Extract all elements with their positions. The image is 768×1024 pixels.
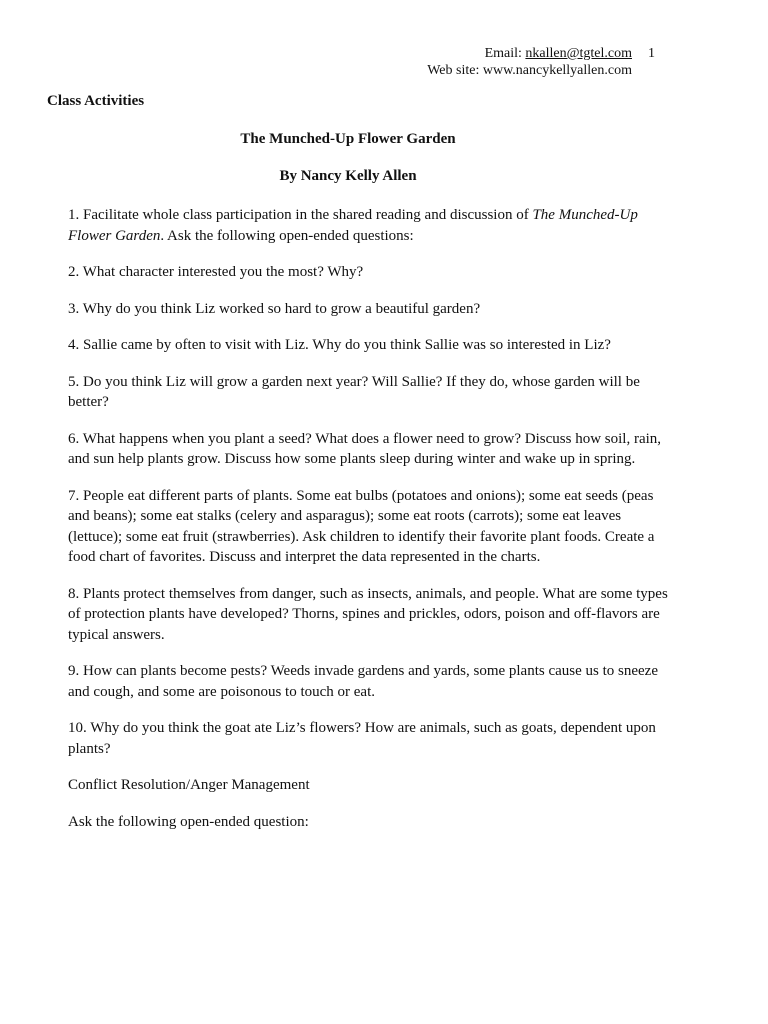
activity-item-10: 10. Why do you think the goat ate Liz’s flowers? How are animals, such as goats, dependent upon plants? (68, 720, 656, 757)
activity-item-9: 9. How can plants become pests? Weeds invade gardens and yards, some plants cause us to sneeze and cough, and some are poisonous to touch or eat. (68, 663, 659, 700)
activity-item-4: 4. Sallie came by often to visit with Liz. Why do you think Sallie was so interested in Liz? (68, 337, 611, 353)
document-author: By Nancy Kelly Allen (279, 168, 417, 184)
page-number: 1 (648, 46, 655, 61)
email-link[interactable]: nkallen@tgtel.com (525, 46, 632, 61)
email-label: Email: (484, 46, 526, 61)
activity-item-6: 6. What happens when you plant a seed? What does a flower need to grow? Discuss how soil, rain, and sun help plants grow. Discuss how some plants sleep during winter and wake up in spring. (68, 430, 662, 467)
document-title: The Munched-Up Flower Garden (240, 131, 456, 147)
activity-item-1-suffix: . Ask the following open-ended questions: (160, 227, 414, 244)
activity-item-7: 7. People eat different parts of plants. Some eat bulbs (potatoes and onions); some eat seeds (peas and beans); some eat stalks (celery and asparagus); some eat roots (carrots); some eat leaves (lettuce); some eat fruit (strawberries). Ask children to identify their favorite plant foods. Create a food chart of favorites. Discuss and interpret the data represented in the charts. (68, 487, 655, 565)
activity-item-5: 5. Do you think Liz will grow a garden next year? Will Sallie? If they do, whose garden will be better? (68, 373, 640, 410)
activity-item-2: 2. What character interested you the most? Why? (68, 264, 364, 280)
website-line (427, 62, 632, 79)
activity-item-8: 8. Plants protect themselves from danger, such as insects, animals, and people. What are some types of protection plants have developed? Thorns, spines and prickles, odors, poison and off-flavors are typical answers. (68, 585, 668, 643)
activity-list (68, 205, 668, 848)
email-line (485, 45, 632, 62)
activity-item-1 (68, 205, 668, 246)
closing-prompt: Ask the following open-ended question: (68, 813, 309, 830)
section-title: Class Activities (47, 93, 145, 109)
website-link[interactable]: www.nancykellyallen.com (482, 63, 632, 78)
activity-item-1-prefix: 1. Facilitate whole class participation in the shared reading and discussion of (68, 207, 533, 223)
activity-item-3: 3. Why do you think Liz worked so hard to grow a beautiful garden? (68, 300, 481, 317)
subsection-title: Conflict Resolution/Anger Management (68, 777, 310, 793)
book-title: The Munched-Up Flower Garden (68, 207, 638, 244)
website-label: Web site: (427, 63, 483, 78)
